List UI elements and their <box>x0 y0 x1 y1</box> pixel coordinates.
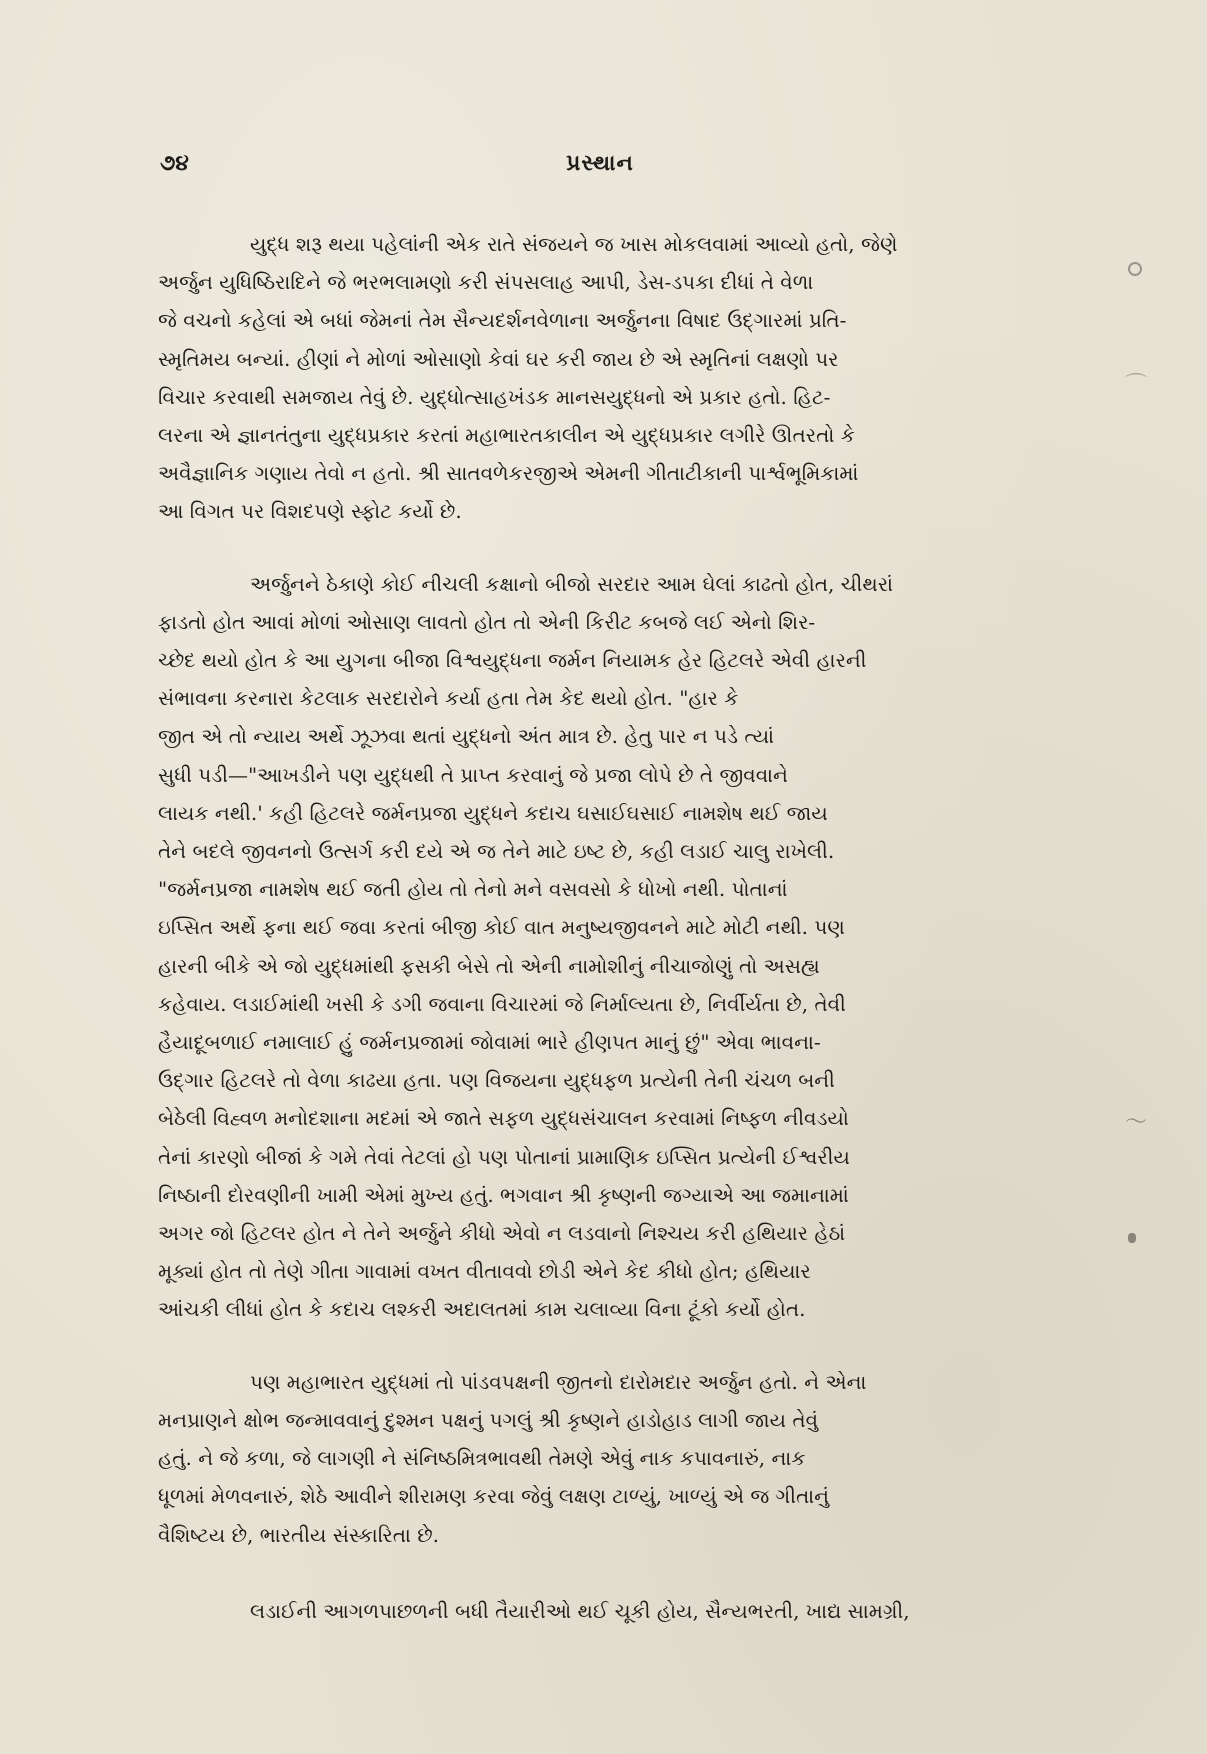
text-line: યુદ્ધ શરૂ થયા પહેલાંની એક રાતે સંજયને જ ખાસ મોકલવામાં આવ્યો હતો, જેણે <box>250 232 898 256</box>
text-line: તેનાં કારણો બીજાં કે ગમે તેવાં તેટલાં હો પણ પોતાનાં પ્રામાણિક ઇપ્સિત પ્રત્યેની ઈશ્વરીય <box>158 1144 850 1169</box>
page-header <box>160 150 1040 190</box>
text-line: બેઠેલી વિહ્વળ મનોદશાના મદમાં એ જાતે સફળ યુદ્ધસંચાલન કરવામાં નિષ્ફળ નીવડયો <box>158 1106 849 1131</box>
text-line: લડાઈની આગળપાછળની બધી તૈયારીઓ થઈ ચૂકી હોય, સૈન્યભરતી, ખાદ્ય સામગ્રી, <box>250 1598 910 1623</box>
text-line: મનપ્રાણને ક્ષોભ જન્માવવાનું દુશ્મન પક્ષનું પગલું શ્રી કૃષ્ણને હાડોહાડ લાગી જાય તેવું <box>158 1407 819 1432</box>
paragraph <box>158 565 1070 1329</box>
text-line: હતું. ને જે કળા, જે લાગણી ને સંનિષ્ઠમિત્રભાવથી તેમણે એવું નાક કપાવનારું, નાક <box>158 1446 806 1471</box>
text-line: તેને બદલે જીવનનો ઉત્સર્ગ કરી દયે એ જ તેને માટે ઇષ્ટ છે, કહી લડાઈ ચાલુ રાખેલી. <box>158 839 835 864</box>
text-line: હારની બીકે એ જો યુદ્ધમાંથી ફસકી બેસે તો એની નામોશીનું નીચાજોણું તો અસહ્ય <box>158 953 820 978</box>
text-line: અગર જો હિટલર હોત ને તેને અર્જુને કીધો એવો ન લડવાનો નિશ્ચય કરી હથિયાર હેઠાં <box>158 1221 846 1246</box>
text-line: આ વિગત પર વિશદપણે સ્ફોટ કર્યો છે. <box>158 499 462 524</box>
text-line: અવૈજ્ઞાનિક ગણાય તેવો ન હતો. શ્રી સાતવળેકરજીએ એમની ગીતાટીકાની પાર્શ્વભૂમિકામાં <box>158 461 859 486</box>
text-line: અર્જુન યુધિષ્ઠિરાદિને જે ભરભલામણો કરી સંપસલાહ આપી, ડેસ-ડપકા દીધાં તે વેળા <box>158 270 814 295</box>
text-line: સુધી પડી—"આખડીને પણ યુદ્ધથી તે પ્રાપ્ત કરવાનું જે પ્રજા લોપે છે તે જીવવાને <box>158 762 788 787</box>
text-line: લાયક નથી.' કહી હિટલરે જર્મનપ્રજા યુદ્ધને કદાચ ઘસાઈઘસાઈ નામશેષ થઈ જાય <box>158 800 828 825</box>
binding-hole-mark <box>1128 262 1142 276</box>
running-title: પ્રસ્થાન <box>566 150 634 176</box>
text-line: અર્જુનને ઠેકાણે કોઈ નીચલી કક્ષાનો બીજો સરદાર આમ ઘેલાં કાઢતો હોત, ચીથરાં <box>250 571 893 596</box>
text-line: સ્મૃતિમય બન્યાં. હીણાં ને મોળાં ઓસાણો કેવાં ઘર કરી જાય છે એ સ્મૃતિનાં લક્ષણો પર <box>158 346 839 371</box>
text-line: લરના એ જ્ઞાનતંતુના યુદ્ધપ્રકાર કરતાં મહાભારતકાલીન એ યુદ્ધપ્રકાર લગીરે ઊતરતો કે <box>158 423 855 448</box>
text-line: નિષ્ઠાની દોરવણીની ખામી એમાં મુખ્ય હતું. ભગવાન શ્રી કૃષ્ણની જગ્યાએ આ જમાનામાં <box>158 1182 849 1207</box>
body-text <box>158 225 1070 1630</box>
text-line: મૂક્યાં હોત તો તેણે ગીતા ગાવામાં વખત વીતાવવો છોડી એને કેદ કીધો હોત; હથિયાર <box>158 1259 811 1284</box>
text-line: ઉદ્‌ગાર હિટલરે તો વેળા કાઢયા હતા. પણ વિજયના યુદ્ધફળ પ્રત્યેની તેની ચંચળ બની <box>158 1068 835 1093</box>
text-line: સંભાવના કરનારા કેટલાક સરદારોને કર્યા હતા તેમ કેદ થયો હોત. "હાર કે <box>158 686 739 711</box>
paragraph <box>158 225 1070 531</box>
text-line: જે વચનો કહેલાં એ બધાં જેમનાં તેમ સૈન્યદર્શનવેળાના અર્જુનના વિષાદ ઉદ્‌ગારમાં પ્રતિ- <box>158 308 847 333</box>
text-line: જીત એ તો ન્યાય અર્થે ઝૂઝવા થતાં યુદ્ધનો અંત માત્ર છે. હેતુ પાર ન પડે ત્યાં <box>158 724 774 749</box>
text-line: હૈયાદૂબળાઈ નમાલાઈ હું જર્મનપ્રજામાં જોવામાં ભારે હીણપત માનું છું" એવા ભાવના- <box>158 1030 821 1055</box>
text-line: ફાડતો હોત આવાં મોળાં ઓસાણ લાવતો હોત તો એની કિરીટ કબજે લઈ એનો શિર- <box>158 609 816 634</box>
text-line: ચ્છેદ થયો હોત કે આ યુગના બીજા વિશ્વયુદ્ધના જર્મન નિયામક હેર હિટલરે એવી હારની <box>158 648 867 673</box>
margin-mark <box>1128 1233 1136 1243</box>
text-line: પણ મહાભારત યુદ્ધમાં તો પાંડવપક્ષની જીતનો દારોમદાર અર્જુન હતો. ને એના <box>250 1369 867 1394</box>
paragraph <box>158 1363 1070 1554</box>
paragraph <box>158 1592 1070 1630</box>
page-number: ૭૪ <box>160 150 189 176</box>
margin-mark: ～ <box>1125 1110 1148 1135</box>
text-line: વૈશિષ્ટય છે, ભારતીય સંસ્કારિતા છે. <box>158 1522 440 1547</box>
text-line: "જર્મનપ્રજા નામશેષ થઈ જતી હોય તો તેનો મને વસવસો કે ધોખો નથી. પોતાનાં <box>158 877 788 902</box>
text-line: આંચકી લીધાં હોત કે કદાચ લશ્કરી અદાલતમાં કામ ચલાવ્યા વિના ટૂંકો કર્યો હોત. <box>158 1297 806 1322</box>
text-line: ધૂળમાં મેળવનારું, શેઠે આવીને શીરામણ કરવા જેવું લક્ષણ ટાળ્યું, ખાળ્યું એ જ ગીતાનું <box>158 1484 830 1509</box>
text-line: કહેવાય. લડાઈમાંથી ખસી કે ડગી જવાના વિચારમાં જે નિર્માલ્યતા છે, નિર્વીર્યતા છે, તેવી <box>158 991 846 1016</box>
text-line: ઇપ્સિત અર્થે ફના થઈ જવા કરતાં બીજી કોઈ વાત મનુષ્યજીવનને માટે મોટી નથી. પણ <box>158 915 845 940</box>
margin-mark: ⌒ <box>1125 373 1148 398</box>
text-line: વિચાર કરવાથી સમજાય તેવું છે. યુદ્ધોત્સાહખંડક માનસયુદ્ધનો એ પ્રકાર હતો. હિટ- <box>158 384 831 409</box>
